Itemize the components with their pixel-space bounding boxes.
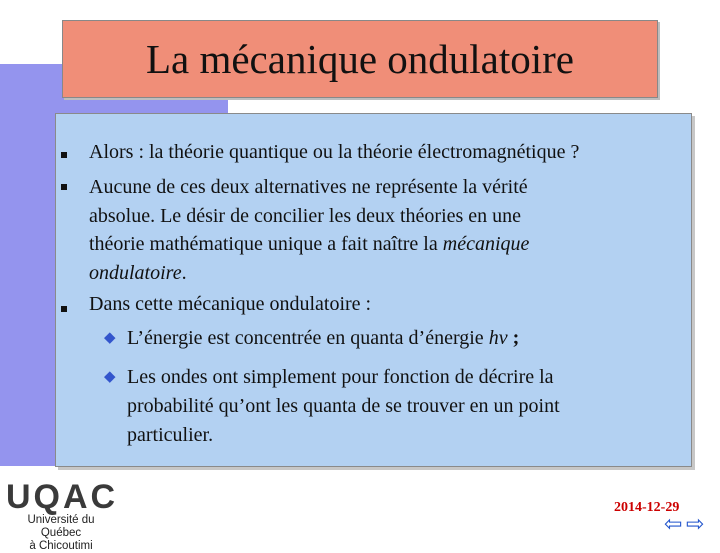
- bullet-2-line-4: [89, 261, 187, 285]
- logo-mark: UQAC: [6, 478, 119, 516]
- bullet-2-line-1: Aucune de ces deux alternatives ne représente la vérité: [89, 176, 528, 198]
- bullet-2-line-4-end: .: [181, 262, 187, 284]
- bullet-3-text: Dans cette mécanique ondulatoire :: [89, 293, 372, 315]
- bullet-2-line-3: [89, 232, 529, 256]
- bullet-1-text: Alors : la théorie quantique ou la théorie électromagnétique ?: [89, 141, 580, 163]
- bullet-square-icon: [61, 152, 67, 158]
- decorative-shadow-left: [0, 64, 62, 466]
- bullet-2-line-4-italic: ondulatoire: [89, 262, 182, 284]
- sub-bullet-1-italic: hν: [488, 327, 508, 349]
- sub-bullet-1-plain: L’énergie est concentrée en quanta d’énergie: [127, 327, 489, 349]
- slide-title: La mécanique ondulatoire: [145, 36, 575, 82]
- sub-bullet-2-line-2: probabilité qu’ont les quanta de se trouver en un point: [127, 395, 560, 417]
- arrow-left-icon[interactable]: ⇦: [664, 511, 683, 536]
- logo-line-2: à Chicoutimi: [29, 540, 93, 552]
- content-box: [55, 113, 692, 467]
- sub-bullet-1-end: ;: [507, 327, 520, 349]
- slide-date: 2014-12-29: [614, 500, 680, 515]
- sub-bullet-1-text: [127, 326, 519, 350]
- diamond-bullet-icon: ◆: [104, 330, 116, 346]
- uqac-logo: [6, 478, 119, 553]
- bullet-2-line-3-italic: mécanique: [442, 233, 530, 255]
- sub-bullet-2-line-3: particulier.: [127, 424, 214, 446]
- sub-bullet-2-line-1: Les ondes ont simplement pour fonction de décrire la: [127, 366, 554, 388]
- bullet-square-icon: [61, 306, 67, 312]
- bullet-2-line-2: absolue. Le désir de concilier les deux théories en une: [89, 205, 522, 227]
- logo-line-1: Université du Québec: [27, 514, 95, 539]
- title-box: [62, 20, 658, 98]
- bullet-2-line-3-plain: théorie mathématique unique a fait naître la: [89, 233, 443, 255]
- arrow-right-icon[interactable]: ⇨: [686, 511, 705, 536]
- bullet-square-icon: [61, 184, 67, 190]
- diamond-bullet-icon: ◆: [104, 369, 116, 385]
